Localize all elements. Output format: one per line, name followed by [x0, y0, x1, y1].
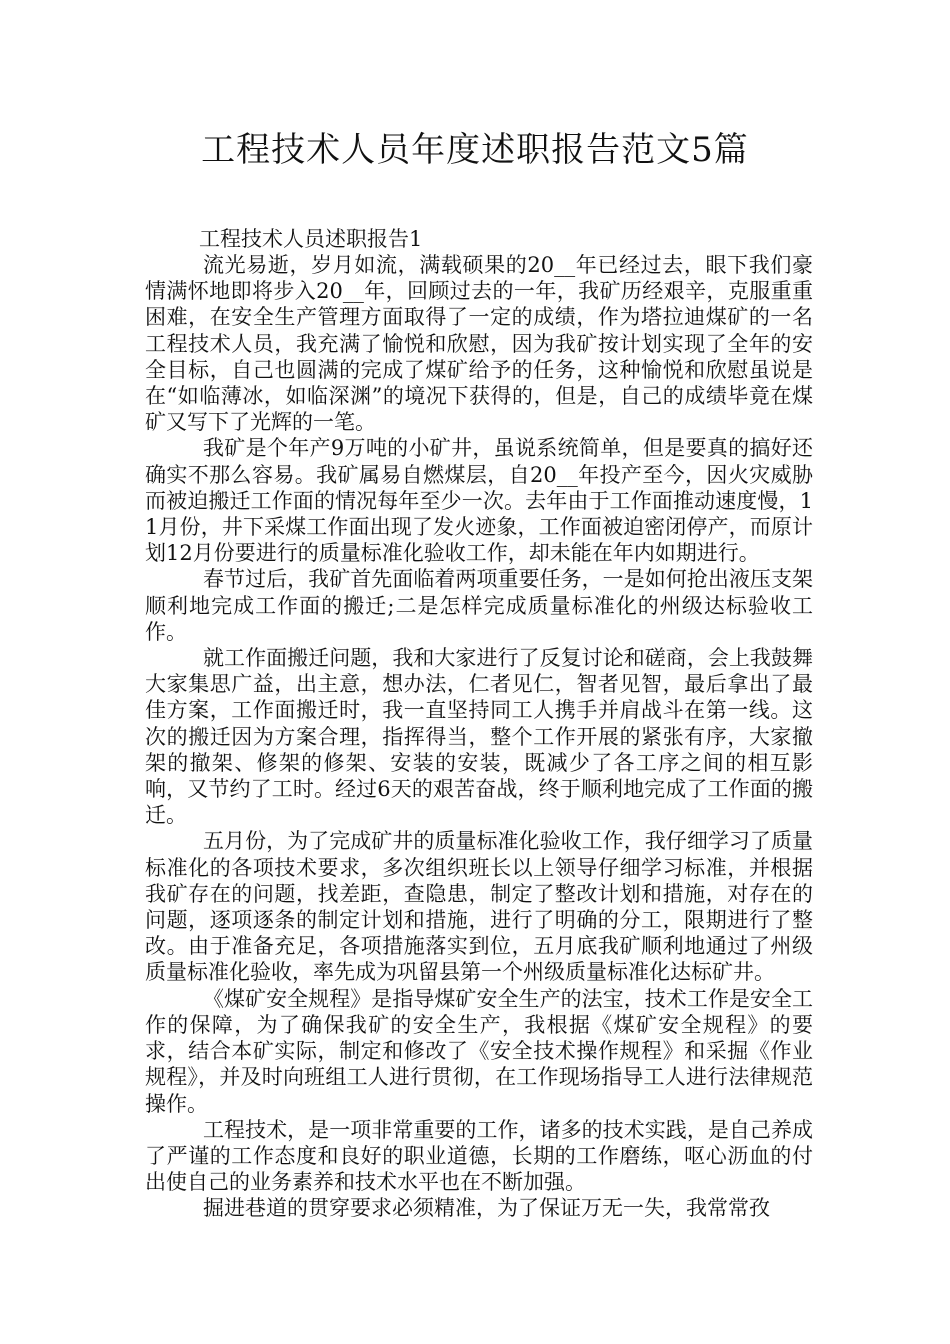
- paragraph-7: 工程技术，是一项非常重要的工作，诸多的技术实践，是自己养成了严谨的工作态度和良好的职业道德，长期的工作磨练，呕心沥血的付出使自己的业务素养和技术水平也在不断加强。: [145, 1117, 813, 1195]
- paragraph-5: 五月份，为了完成矿井的质量标准化验收工作，我仔细学习了质量标准化的各项技术要求，多次组织班长以上领导仔细学习标准，并根据我矿存在的问题，找差距，查隐患，制定了整改计划和措施，对存在的问题，逐项逐条的制定计划和措施，进行了明确的分工，限期进行了整改。由于准备充足，各项措施落实到位，五月底我矿顺利地通过了州级质量标准化验收，率先成为巩留县第一个州级质量标准化达标矿井。: [145, 829, 813, 985]
- document-title: 工程技术人员年度述职报告范文5篇: [201, 130, 749, 170]
- paragraph-1: 流光易逝，岁月如流，满载硕果的20__年已经过去，眼下我们豪情满怀地即将步入20__年，回顾过去的一年，我矿历经艰辛，克服重重困难，在安全生产管理方面取得了一定的成绩，作为塔拉迪煤矿的一名工程技术人员，我充满了愉悦和欣慰，因为我矿按计划实现了全年的安全目标，自己也圆满的完成了煤矿给予的任务，这种愉悦和欣慰虽说是在“如临薄冰，如临深渊”的境况下获得的，但是，自己的成绩毕竟在煤矿又写下了光辉的一笔。: [145, 253, 813, 435]
- paragraph-6: 《煤矿安全规程》是指导煤矿安全生产的法宝，技术工作是安全工作的保障，为了确保我矿的安全生产，我根据《煤矿安全规程》的要求，结合本矿实际，制定和修改了《安全技术操作规程》和采掘《作业规程》，并及时向班组工人进行贯彻，在工作现场指导工人进行法律规范操作。: [145, 986, 813, 1116]
- section-heading: 工程技术人员述职报告1: [199, 227, 423, 251]
- paragraph-8: 掘进巷道的贯穿要求必须精准，为了保证万无一失，我常常孜: [203, 1196, 770, 1221]
- paragraph-3: 春节过后，我矿首先面临着两项重要任务，一是如何抢出液压支架顺利地完成工作面的搬迁;二是怎样完成质量标准化的州级达标验收工作。: [145, 567, 813, 644]
- paragraph-2: 我矿是个年产9万吨的小矿井，虽说系统简单，但是要真的搞好还确实不那么容易。我矿属易自燃煤层，自20__年投产至今，因火灾威胁而被迫搬迁工作面的情况每年至少一次。去年由于工作面推动速度慢，11月份，井下采煤工作面出现了发火迹象，工作面被迫密闭停产，而原计划12月份要进行的质量标准化验收工作，却未能在年内如期进行。: [145, 436, 813, 566]
- document-body: [145, 226, 813, 1222]
- paragraph-4: 就工作面搬迁问题，我和大家进行了反复讨论和磋商，会上我鼓舞大家集思广益，出主意，想办法，仁者见仁，智者见智，最后拿出了最佳方案，工作面搬迁时，我一直坚持同工人携手并肩战斗在第一线。这次的搬迁因为方案合理，指挥得当，整个工作开展的紧张有序，大家撤架的撤架、修架的修架、安装的安装，既减少了各工序之间的相互影响，又节约了工时。经过6天的艰苦奋战，终于顺利地完成了工作面的搬迁。: [145, 646, 813, 828]
